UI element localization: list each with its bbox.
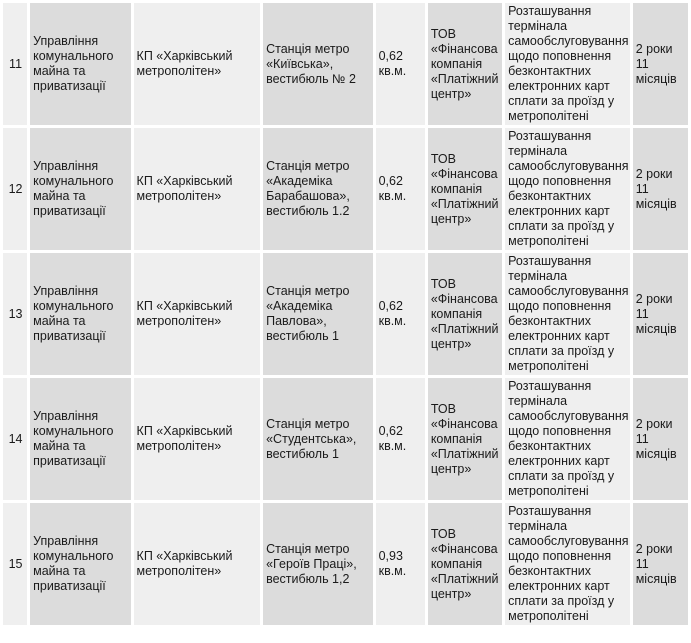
purpose-cell: Розташування термінала самообслуговування щодо поповнення безконтактних електронних карт сплати за проїзд у метрополітені bbox=[505, 253, 630, 375]
location-cell: Станція метро «Академіка Павлова», вестибюль 1 bbox=[263, 253, 372, 375]
table-row bbox=[3, 378, 688, 500]
purpose-cell: Розташування термінала самообслуговування щодо поповнення безконтактних електронних карт сплати за проїзд у метрополітені bbox=[505, 128, 630, 250]
tenant-cell: ТОВ «Фінансова компанія «Платіжний центр» bbox=[428, 3, 502, 125]
department-cell: Управління комунального майна та приватизації bbox=[30, 378, 130, 500]
tenant-cell: ТОВ «Фінансова компанія «Платіжний центр» bbox=[428, 253, 502, 375]
purpose-cell: Розташування термінала самообслуговування щодо поповнення безконтактних електронних карт сплати за проїзд у метрополітені bbox=[505, 378, 630, 500]
department-cell: Управління комунального майна та приватизації bbox=[30, 128, 130, 250]
term-cell: 2 роки 11 місяців bbox=[633, 503, 688, 625]
location-cell: Станція метро «Київська», вестибюль № 2 bbox=[263, 3, 372, 125]
organization-cell: КП «Харківський метрополітен» bbox=[134, 3, 261, 125]
term-cell: 2 роки 11 місяців bbox=[633, 3, 688, 125]
table-row bbox=[3, 128, 688, 250]
row-number: 14 bbox=[3, 378, 27, 500]
term-cell: 2 роки 11 місяців bbox=[633, 378, 688, 500]
location-cell: Станція метро «Героїв Праці», вестибюль 1,2 bbox=[263, 503, 372, 625]
location-cell: Станція метро «Академіка Барабашова», вестибюль 1.2 bbox=[263, 128, 372, 250]
area-cell: 0,93 кв.м. bbox=[376, 503, 425, 625]
table-row bbox=[3, 3, 688, 125]
table-row bbox=[3, 503, 688, 625]
location-cell: Станція метро «Студентська», вестибюль 1 bbox=[263, 378, 372, 500]
organization-cell: КП «Харківський метрополітен» bbox=[134, 253, 261, 375]
organization-cell: КП «Харківський метрополітен» bbox=[134, 128, 261, 250]
organization-cell: КП «Харківський метрополітен» bbox=[134, 378, 261, 500]
purpose-cell: Розташування термінала самообслуговування щодо поповнення безконтактних електронних карт сплати за проїзд у метрополітені bbox=[505, 3, 630, 125]
row-number: 12 bbox=[3, 128, 27, 250]
area-cell: 0,62 кв.м. bbox=[376, 378, 425, 500]
tenant-cell: ТОВ «Фінансова компанія «Платіжний центр» bbox=[428, 503, 502, 625]
area-cell: 0,62 кв.м. bbox=[376, 253, 425, 375]
purpose-cell: Розташування термінала самообслуговування щодо поповнення безконтактних електронних карт сплати за проїзд у метрополітені bbox=[505, 503, 630, 625]
department-cell: Управління комунального майна та приватизації bbox=[30, 3, 130, 125]
organization-cell: КП «Харківський метрополітен» bbox=[134, 503, 261, 625]
area-cell: 0,62 кв.м. bbox=[376, 128, 425, 250]
row-number: 15 bbox=[3, 503, 27, 625]
department-cell: Управління комунального майна та приватизації bbox=[30, 503, 130, 625]
tenant-cell: ТОВ «Фінансова компанія «Платіжний центр» bbox=[428, 378, 502, 500]
table-row bbox=[3, 253, 688, 375]
term-cell: 2 роки 11 місяців bbox=[633, 253, 688, 375]
department-cell: Управління комунального майна та приватизації bbox=[30, 253, 130, 375]
row-number: 11 bbox=[3, 3, 27, 125]
area-cell: 0,62 кв.м. bbox=[376, 3, 425, 125]
term-cell: 2 роки 11 місяців bbox=[633, 128, 688, 250]
row-number: 13 bbox=[3, 253, 27, 375]
tenant-cell: ТОВ «Фінансова компанія «Платіжний центр» bbox=[428, 128, 502, 250]
